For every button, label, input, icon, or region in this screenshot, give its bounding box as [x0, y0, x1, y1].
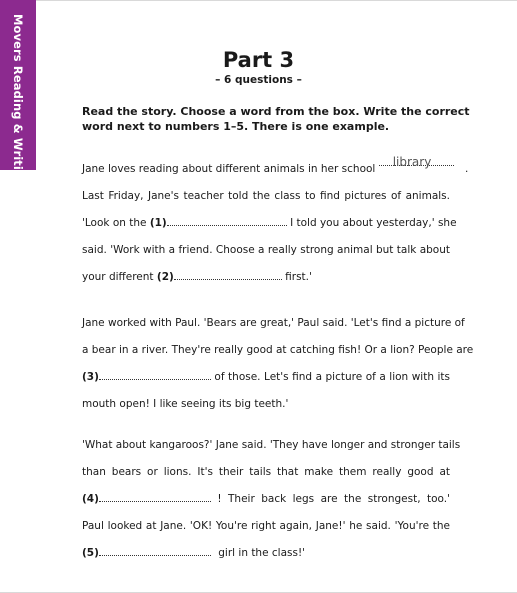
- story-line: (4) ! Their back legs are the strongest, too.': [82, 493, 450, 505]
- instructions: Read the story. Choose a word from the box. Write the correct word next to numbers 1–5. There is one example.: [82, 105, 470, 133]
- answer-gap-1[interactable]: [167, 215, 287, 226]
- story-line: your different (2) first.': [82, 271, 312, 283]
- story-line: Last Friday, Jane's teacher told the class to find pictures of animals.: [82, 190, 450, 202]
- question-number: (4): [82, 493, 99, 505]
- story-paragraph-2: [82, 310, 474, 418]
- question-number: (3): [82, 371, 99, 383]
- story-line: than bears or lions. It's their tails that make them really good at: [82, 466, 450, 478]
- question-number: (1): [149, 217, 167, 229]
- story-line: Paul looked at Jane. 'OK! You're right again, Jane!' he said. 'You're the: [82, 520, 450, 532]
- story-line: Jane loves reading about different animals in her school library .: [82, 155, 469, 175]
- question-number: (5): [82, 547, 99, 559]
- story-line: (5) girl in the class!': [82, 547, 306, 559]
- story-line: 'Look on the (1) I told you about yesterday,' she: [82, 217, 457, 229]
- question-number: (2): [156, 271, 174, 283]
- answer-gap-5[interactable]: [99, 545, 211, 556]
- answer-gap-2[interactable]: [174, 269, 282, 280]
- story-line: 'What about kangaroos?' Jane said. 'They have longer and stronger tails: [82, 439, 461, 451]
- section-tab-label: Movers Reading & Writing: [11, 14, 25, 187]
- page-title: Part 3: [222, 48, 295, 72]
- example-answer: library: [392, 155, 432, 169]
- story-line: (3) of those. Let's find a picture of a lion with its: [82, 371, 450, 383]
- story-line: Jane worked with Paul. 'Bears are great,' Paul said. 'Let's find a picture of: [82, 317, 465, 329]
- answer-gap-4[interactable]: [99, 491, 211, 502]
- story-line: mouth open! I like seeing its big teeth.': [82, 398, 289, 410]
- story-paragraph-3: [82, 432, 461, 567]
- story-line: a bear in a river. They're really good at catching fish! Or a lion? People are: [82, 344, 474, 356]
- story-paragraph-1: [82, 155, 469, 291]
- story-line: said. 'Work with a friend. Choose a really strong animal but talk about: [82, 244, 450, 256]
- page-subtitle: – 6 questions –: [215, 74, 302, 86]
- example-answer-gap: [379, 155, 454, 169]
- answer-gap-3[interactable]: [99, 369, 211, 380]
